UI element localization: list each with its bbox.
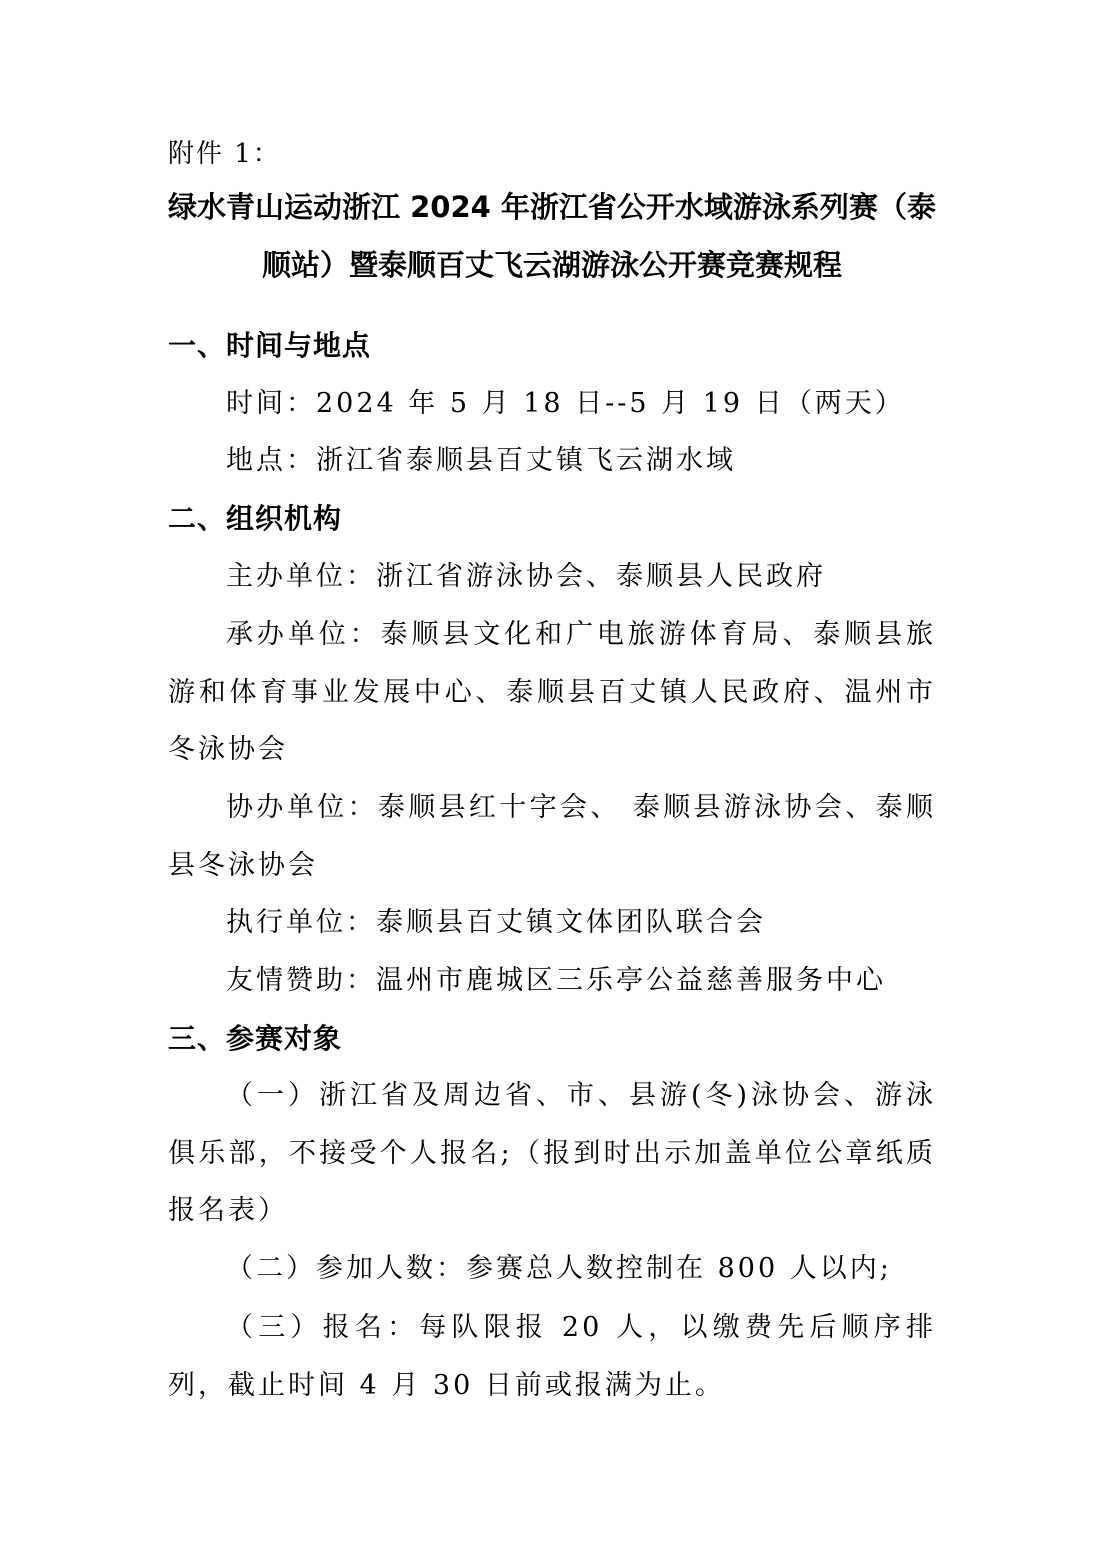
paragraph-co-organizer: 协办单位：泰顺县红十字会、 泰顺县游泳协会、泰顺县冬泳协会 [168,792,936,881]
paragraph-participants-item-3: （三）报名：每队限报 20 人，以缴费先后顺序排列，截止时间 4 月 30 日前或报满为止。 [168,1312,936,1401]
paragraph-organizer: 承办单位：泰顺县文化和广电旅游体育局、泰顺县旅游和体育事业发展中心、泰顺县百丈镇人民政府、温州市冬泳协会 [168,619,936,765]
paragraph-time: 时间：2024 年 5 月 18 日--5 月 19 日（两天） [226,388,905,419]
document-title: 绿水青山运动浙江 2024 年浙江省公开水域游泳系列赛（泰顺站）暨泰顺百丈飞云湖游泳公开赛竞赛规程 [168,190,936,282]
section-heading-participants: 三、参赛对象 [168,1022,343,1055]
paragraph-sponsor: 友情赞助：温州市鹿城区三乐亭公益慈善服务中心 [226,965,886,996]
section-heading-time-place: 一、时间与地点 [168,329,372,362]
paragraph-place: 地点：浙江省泰顺县百丈镇飞云湖水域 [226,445,736,476]
paragraph-host: 主办单位：浙江省游泳协会、泰顺县人民政府 [226,561,826,592]
paragraph-participants-item-1: （一）浙江省及周边省、市、县游(冬)泳协会、游泳俱乐部，不接受个人报名;（报到时出示加盖单位公章纸质报名表） [168,1080,936,1226]
paragraph-executor: 执行单位：泰顺县百丈镇文体团队联合会 [226,907,766,938]
section-heading-organization: 二、组织机构 [168,502,343,535]
paragraph-participants-item-2: （二）参加人数：参赛总人数控制在 800 人以内; [226,1253,892,1284]
attachment-label: 附件 1： [168,139,281,169]
